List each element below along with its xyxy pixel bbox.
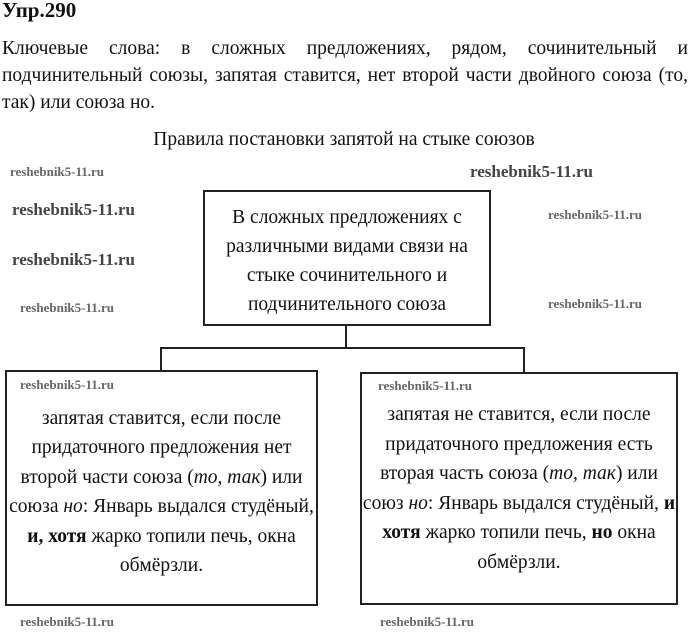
connector-vertical-top [345,326,347,348]
right-box-text: запятая не ставится, если после придаточного предложения есть вторая часть союза (то, так) или союз но: Январь выдался студёный, и хотя жарко топили печь, но окна обмёрзли. [362,404,676,573]
top-box [203,190,491,326]
watermark: reshebnik5-11.ru [548,296,643,311]
keywords-paragraph: Ключевые слова: в сложных предложениях, рядом, сочинительный и подчинительный союзы, запятая ставится, нет второй части двойного союза (то, так) или союза но. [2,38,688,113]
connector-right [523,347,525,372]
exercise-number: Упр.290 [2,0,77,22]
watermark: reshebnik5-11.ru [12,200,135,219]
watermark: reshebnik5-11.ru [378,378,473,393]
watermark: reshebnik5-11.ru [12,250,135,269]
watermark: reshebnik5-11.ru [470,162,593,181]
top-box-text: В сложных предложениях с различными видами связи на стыке сочинительного и подчинительного союза [226,207,468,315]
connector-horizontal [160,347,525,349]
right-box-comma-not-placed [360,372,678,605]
watermark: reshebnik5-11.ru [20,377,115,392]
watermark: reshebnik5-11.ru [10,164,105,179]
left-box-text: запятая ставится, если после придаточного предложения нет второй части союза (то, так) или союза но: Январь выдался студёный, и, хотя жарко топили печь, окна обмёрзли. [9,407,314,576]
watermark: reshebnik5-11.ru [20,614,115,629]
left-box-comma-placed [5,370,318,606]
diagram-title: Правила постановки запятой на стыке союзов [153,129,535,150]
watermark: reshebnik5-11.ru [548,207,643,222]
connector-left [160,347,162,370]
watermark: reshebnik5-11.ru [20,300,115,315]
watermark: reshebnik5-11.ru [380,614,475,629]
